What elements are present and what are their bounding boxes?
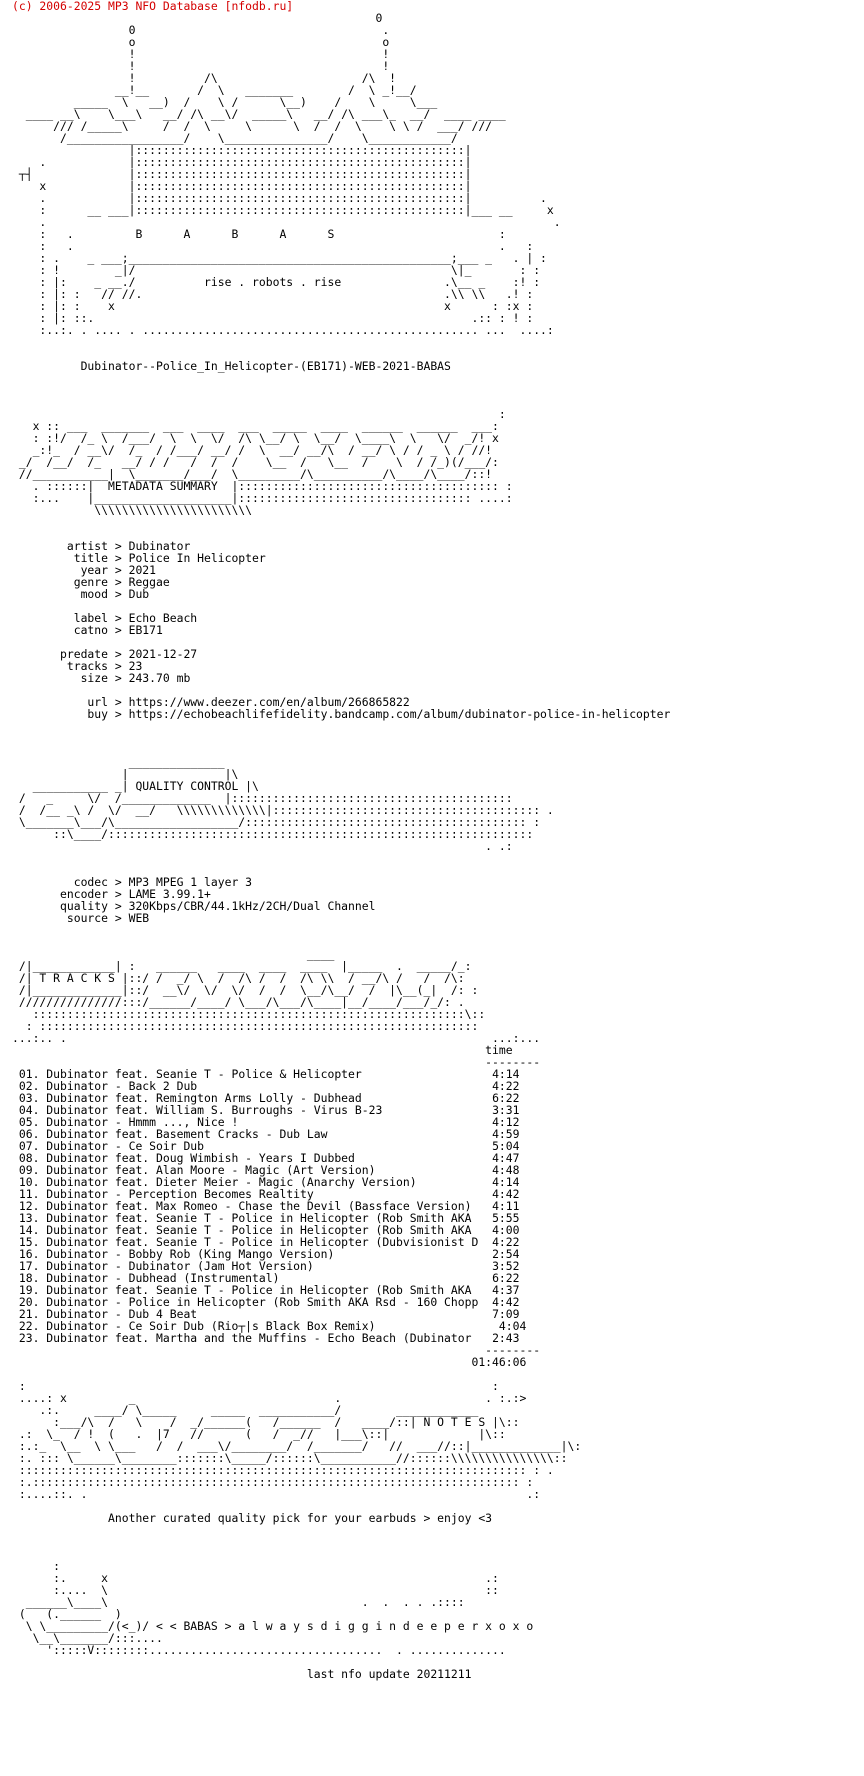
nfo-line: ____ — [12, 947, 335, 961]
nfo-line: .: \_ / ! ( . |7 // ( / _// |___\::| |\:: — [12, 1427, 506, 1441]
nfo-line: :::::::::::::::::::::::::::::::::::::::::::::::::::::::::::::::::::::::::: : . — [12, 1463, 554, 1477]
track-duration: 4:42 — [492, 1187, 520, 1201]
track-title: Dubinator - Dub 4 Beat — [46, 1307, 198, 1321]
track-duration: 2:54 — [492, 1247, 520, 1261]
track-duration: 4:22 — [492, 1235, 520, 1249]
track-title: Dubinator feat. Remington Arms Lolly - Dubhead — [46, 1091, 362, 1105]
track-title: Dubinator - Police in Helicopter (Rob Smith AKA Rsd - 160 Chopp — [46, 1295, 479, 1309]
nfo-line: : |: _ __./ rise . robots . rise .\__ _ :! : — [12, 275, 541, 289]
nfo-line: :. x .: — [12, 1571, 499, 1585]
nfo-line: ____ __\ \___\ __/ /\ __\/ _____\ __/ /\ ___\_ __/ ____ ____ — [12, 107, 506, 121]
track-number: 11. — [12, 1187, 47, 1201]
nfo-line: ///////////////:::/______/____/ \___/\___/\____|__/____/___/_/: . — [12, 995, 465, 1009]
track-number: 12. — [12, 1199, 47, 1213]
nfo-line: ___________ _| QUALITY CONTROL |\ — [12, 779, 259, 793]
nfo-line — [12, 1524, 670, 1536]
nfo-line: source > WEB — [12, 911, 150, 925]
nfo-line: : . _ ___;_______________________________________________;___ _ . | : — [12, 251, 547, 265]
nfo-line: ':::::V::::::::.................................. . .............. — [12, 1643, 506, 1657]
nfo-line: catno > EB171 — [12, 623, 163, 637]
nfo-line: : — [12, 1559, 61, 1573]
track-duration: 4:59 — [492, 1127, 520, 1141]
nfo-line: . .: — [12, 839, 513, 853]
nfo-line: : — [12, 407, 506, 421]
nfo-line: /|____________| : ______ ____ ____ ____ |_____ . _____/_: — [12, 959, 472, 973]
nfo-document — [12, 0, 670, 1680]
nfo-line: : |: ::. .:: : ! : — [12, 311, 534, 325]
track-duration: 5:04 — [492, 1139, 520, 1153]
nfo-line: . |::::::::::::::::::::::::::::::::::::::::::::::::| — [12, 155, 472, 169]
track-title: Dubinator - Hmmm ..., Nice ! — [46, 1115, 239, 1129]
nfo-line: 0 . — [12, 23, 390, 37]
track-number: 04. — [12, 1103, 47, 1117]
track-title: Dubinator feat. Seanie T - Police & Helicopter — [46, 1067, 362, 1081]
nfo-line: title > Police In Helicopter — [12, 551, 266, 565]
track-title: Dubinator feat. Seanie T - Police in Helicopter (Rob Smith AKA — [46, 1223, 472, 1237]
track-title: Dubinator feat. Max Romeo - Chase the Devil (Bassface Version) — [46, 1199, 472, 1213]
nfo-line: : __ ___|::::::::::::::::::::::::::::::::::::::::::::::::|___ __ x — [12, 203, 554, 217]
nfo-line: quality > 320Kbps/CBR/44.1kHz/2CH/Dual Channel — [12, 899, 376, 913]
nfo-line: mood > Dub — [12, 587, 150, 601]
track-number: 20. — [12, 1295, 47, 1309]
track-title: Dubinator - Dubinator (Jam Hot Version) — [46, 1259, 314, 1273]
track-number: 10. — [12, 1175, 47, 1189]
nfo-line: ______________ — [12, 755, 225, 769]
nfo-line: size > 243.70 mb — [12, 671, 191, 685]
nfo-line: artist > Dubinator — [12, 539, 191, 553]
nfo-line — [12, 372, 670, 384]
nfo-line: / /__ _\ / \/ __/ \\\\\\\\\\\\\|::::::::::::::::::::::::::::::::::::::: . — [12, 803, 554, 817]
track-number: 22. — [12, 1319, 47, 1333]
nfo-line: 0 — [12, 11, 383, 25]
track-duration: 4:42 — [492, 1295, 520, 1309]
nfo-line: |::::::::::::::::::::::::::::::::::::::::::::::::| — [12, 143, 472, 157]
track-duration: 4:04 — [492, 1319, 527, 1333]
nfo-line: ...:.. . ...:... — [12, 1031, 541, 1045]
track-title: Dubinator feat. Basement Cracks - Dub Law — [46, 1127, 328, 1141]
nfo-line: last nfo update 20211211 — [12, 1667, 472, 1681]
nfo-line: \\\\\\\\\\\\\\\\\\\\\\\ — [12, 503, 253, 517]
track-number: 06. — [12, 1127, 47, 1141]
nfo-line — [12, 516, 670, 528]
nfo-line: : |: : x x : :x : — [12, 299, 534, 313]
track-title: Dubinator feat. Seanie T - Police in Helicopter (Rob Smith AKA — [46, 1211, 472, 1225]
nfo-line: :.... \ :: — [12, 1583, 499, 1597]
track-number: 23. — [12, 1331, 47, 1345]
nfo-line: ! ! — [12, 59, 390, 73]
total-time: 01:46:06 — [12, 1355, 527, 1369]
tracks-time-rule: -------- — [12, 1055, 541, 1069]
nfo-line: ::\____/:::::::::::::::::::::::::::::::::::::::::::::::::::::::::::::: — [12, 827, 534, 841]
track-title: Dubinator feat. Alan Moore - Magic (Art Version) — [46, 1163, 376, 1177]
track-duration: 6:22 — [492, 1091, 520, 1105]
track-duration: 4:00 — [492, 1223, 520, 1237]
track-number: 08. — [12, 1151, 47, 1165]
nfo-line — [12, 924, 670, 936]
nfo-line: / _ \/ /_____________ |::::::::::::::::::::::::::::::::::::::::: — [12, 791, 513, 805]
track-title: Dubinator feat. Dieter Meier - Magic (Anarchy Version) — [46, 1175, 417, 1189]
nfo-line: :.:_ \__ \ \___ / / ___\/________/ /_______/ // ___//::|_____________|\: — [12, 1439, 582, 1453]
nfo-line: Another curated quality pick for your earbuds > enjoy <3 — [12, 1511, 493, 1525]
nfo-line: x |::::::::::::::::::::::::::::::::::::::::::::::::| — [12, 179, 472, 193]
nfo-line: .:. ____/ \_____ _____ ___________/ ____________ — [12, 1403, 479, 1417]
nfo-line: \_______\___/\__________________/::::::::::::::::::::::::::::::::::::::::: : — [12, 815, 541, 829]
nfo-line: /|_____________|::/ __\/ \/ \/ / / \__/\__/ / |\__(_| /: : — [12, 983, 479, 997]
track-number: 05. — [12, 1115, 47, 1129]
nfo-line: :..:. . .... . ................................................. ... ....: — [12, 323, 554, 337]
nfo-line: \__\_______/:::.... — [12, 1631, 163, 1645]
track-number: 21. — [12, 1307, 47, 1321]
track-title: Dubinator - Dubhead (Instrumental) — [46, 1271, 280, 1285]
track-number: 13. — [12, 1211, 47, 1225]
nfo-line — [12, 720, 670, 732]
nfo-line: genre > Reggae — [12, 575, 170, 589]
nfo-line: Dubinator--Police_In_Helicopter-(EB171)-WEB-2021-BABAS — [12, 359, 451, 373]
nfo-line: url > https://www.deezer.com/en/album/266865822 — [12, 695, 410, 709]
nfo-line: _____ \ __) / \ / \__) / \ \___ — [12, 95, 438, 109]
nfo-line: codec > MP3 MPEG 1 layer 3 — [12, 875, 253, 889]
nfo-line — [12, 1536, 670, 1548]
track-number: 19. — [12, 1283, 47, 1297]
track-duration: 4:37 — [492, 1283, 520, 1297]
nfo-line: year > 2021 — [12, 563, 157, 577]
track-number: 15. — [12, 1235, 47, 1249]
nfo-line: label > Echo Beach — [12, 611, 198, 625]
track-duration: 4:12 — [492, 1115, 520, 1129]
track-number: 17. — [12, 1259, 47, 1273]
track-title: Dubinator - Back 2 Dub — [46, 1079, 198, 1093]
track-number: 02. — [12, 1079, 47, 1093]
nfo-line: :.::::::::::::::::::::::::::::::::::::::::::::::::::::::::::::::::::::::: : — [12, 1475, 534, 1489]
track-duration: 4:47 — [492, 1151, 520, 1165]
nfo-line: ┬┤ |::::::::::::::::::::::::::::::::::::::::::::::::| — [12, 167, 472, 181]
nfo-line: : . B A B A S : — [12, 227, 506, 241]
track-duration: 3:31 — [492, 1103, 520, 1117]
nfo-line: : ! _|/ \|_ : : — [12, 263, 541, 277]
total-rule: -------- — [12, 1343, 541, 1357]
nfo-line: x :: ___ _______ ___ ____ ___ _____ ____ ______ ______ ___: — [12, 419, 499, 433]
track-number: 16. — [12, 1247, 47, 1261]
nfo-line: /// /_____\ / / \ \ \ / / \ \ \ / ___/ /// — [12, 119, 493, 133]
nfo-line: :___/\ / \ / _/______( /______ / ____/::| N O T E S |\:: — [12, 1415, 520, 1429]
nfo-line: tracks > 23 — [12, 659, 143, 673]
nfo-line: encoder > LAME 3.99.1+ — [12, 887, 211, 901]
nfo-line: :. ::: \______\________:::::::\_____/::::::\___________//::::::\\\\\\\\\\\\\\\:: — [12, 1451, 568, 1465]
nfo-line: ! ! — [12, 47, 390, 61]
nfo-line: /_________________/ \_______________/ \____________/ — [12, 131, 458, 145]
nfo-line: _/ /__/ /_ __/ / / / / / \__ / \__ / \ / /_)(/___/: — [12, 455, 499, 469]
track-duration: 4:48 — [492, 1163, 520, 1177]
nfo-line: ....: x _ . . :.:> — [12, 1391, 527, 1405]
nfo-line — [12, 1548, 670, 1560]
track-duration: 7:09 — [492, 1307, 520, 1321]
track-duration: 4:11 — [492, 1199, 520, 1213]
nfo-line: . |::::::::::::::::::::::::::::::::::::::::::::::::| . — [12, 191, 547, 205]
track-number: 18. — [12, 1271, 47, 1285]
track-number: 07. — [12, 1139, 47, 1153]
track-title: Dubinator - Ce Soir Dub (Rio┬|s Black Box Remix) — [46, 1319, 376, 1333]
nfo-line: : |: : // //. .\\ \\ .! : — [12, 287, 534, 301]
copyright-header: (c) 2006-2025 MP3 NFO Database [nfodb.ru] — [12, 0, 294, 13]
nfo-line: ______\____\ . . . . .:::: — [12, 1595, 465, 1609]
tracks-time-label: time — [12, 1043, 513, 1057]
nfo-line: . ::::::| METADATA SUMMARY |:::::::::::::::::::::::::::::::::::::: : — [12, 479, 513, 493]
track-number: 14. — [12, 1223, 47, 1237]
nfo-line: //___________| \_______/___/ \_________/\__________/\____/\____/::! — [12, 467, 493, 481]
nfo-line: _:!_ / __\/ /_ / /___/ __/ / \ __/ __/\ / __/ \ / / _ \ / //! — [12, 443, 493, 457]
nfo-line — [12, 852, 670, 864]
nfo-line: o o — [12, 35, 390, 49]
track-title: Dubinator - Bobby Rob (King Mango Version) — [46, 1247, 335, 1261]
track-title: Dubinator feat. Seanie T - Police in Helicopter (Dubvisionist D — [46, 1235, 479, 1249]
nfo-line: : :::::::::::::::::::::::::::::::::::::::::::::::::::::::::::::::: — [12, 1019, 479, 1033]
nfo-line: buy > https://echobeachlifefidelity.bandcamp.com/album/dubinator-police-in-helicopter — [12, 707, 671, 721]
track-duration: 3:52 — [492, 1259, 520, 1273]
track-title: Dubinator feat. Martha and the Muffins - Echo Beach (Dubinator — [46, 1331, 472, 1345]
track-title: Dubinator - Perception Becomes Realtity — [46, 1187, 314, 1201]
track-duration: 2:43 — [492, 1331, 520, 1345]
nfo-line: : :!/ /_ \ /___/ \ \ \/ /\ \__/ \ \__/ \____\ \ \/ _/! x — [12, 431, 499, 445]
track-title: Dubinator - Ce Soir Dub — [46, 1139, 205, 1153]
nfo-line: \ \_________/(<_)/ < < BABAS > a l w a y s d i g g i n d e e p e r x o x o — [12, 1619, 534, 1633]
track-number: 09. — [12, 1163, 47, 1177]
nfo-line: /| T R A C K S |::/ / _/ \ / /\ / / /\ \\ / __/\ / / /\: — [12, 971, 465, 985]
nfo-line: :....::. . .: — [12, 1487, 541, 1501]
nfo-line: : : — [12, 1379, 499, 1393]
track-duration: 6:22 — [492, 1271, 520, 1285]
track-number: 01. — [12, 1067, 47, 1081]
track-number: 03. — [12, 1091, 47, 1105]
nfo-line — [12, 384, 670, 396]
nfo-line: :... |____________________|:::::::::::::::::::::::::::::::::: ....: — [12, 491, 513, 505]
nfo-line: predate > 2021-12-27 — [12, 647, 198, 661]
track-title: Dubinator feat. Seanie T - Police in Helicopter (Rob Smith AKA — [46, 1283, 472, 1297]
nfo-line: ! /\ /\ ! — [12, 71, 397, 85]
track-duration: 4:14 — [492, 1175, 520, 1189]
nfo-line: : . . : — [12, 239, 534, 253]
nfo-line — [12, 336, 670, 348]
track-duration: 4:14 — [492, 1067, 520, 1081]
nfo-line: | |\ — [12, 767, 239, 781]
nfo-line: ( (.______ ) — [12, 1607, 122, 1621]
track-duration: 5:55 — [492, 1211, 520, 1225]
nfo-line: . . — [12, 215, 561, 229]
nfo-line: :::::::::::::::::::::::::::::::::::::::::::::::::::::::::::::::\:: — [12, 1007, 486, 1021]
nfo-line — [12, 732, 670, 744]
track-title: Dubinator feat. Doug Wimbish - Years I Dubbed — [46, 1151, 355, 1165]
nfo-line: __!__ / \ _______ / \ _!__/ — [12, 83, 417, 97]
track-title: Dubinator feat. William S. Burroughs - Virus B-23 — [46, 1103, 383, 1117]
track-duration: 4:22 — [492, 1079, 520, 1093]
